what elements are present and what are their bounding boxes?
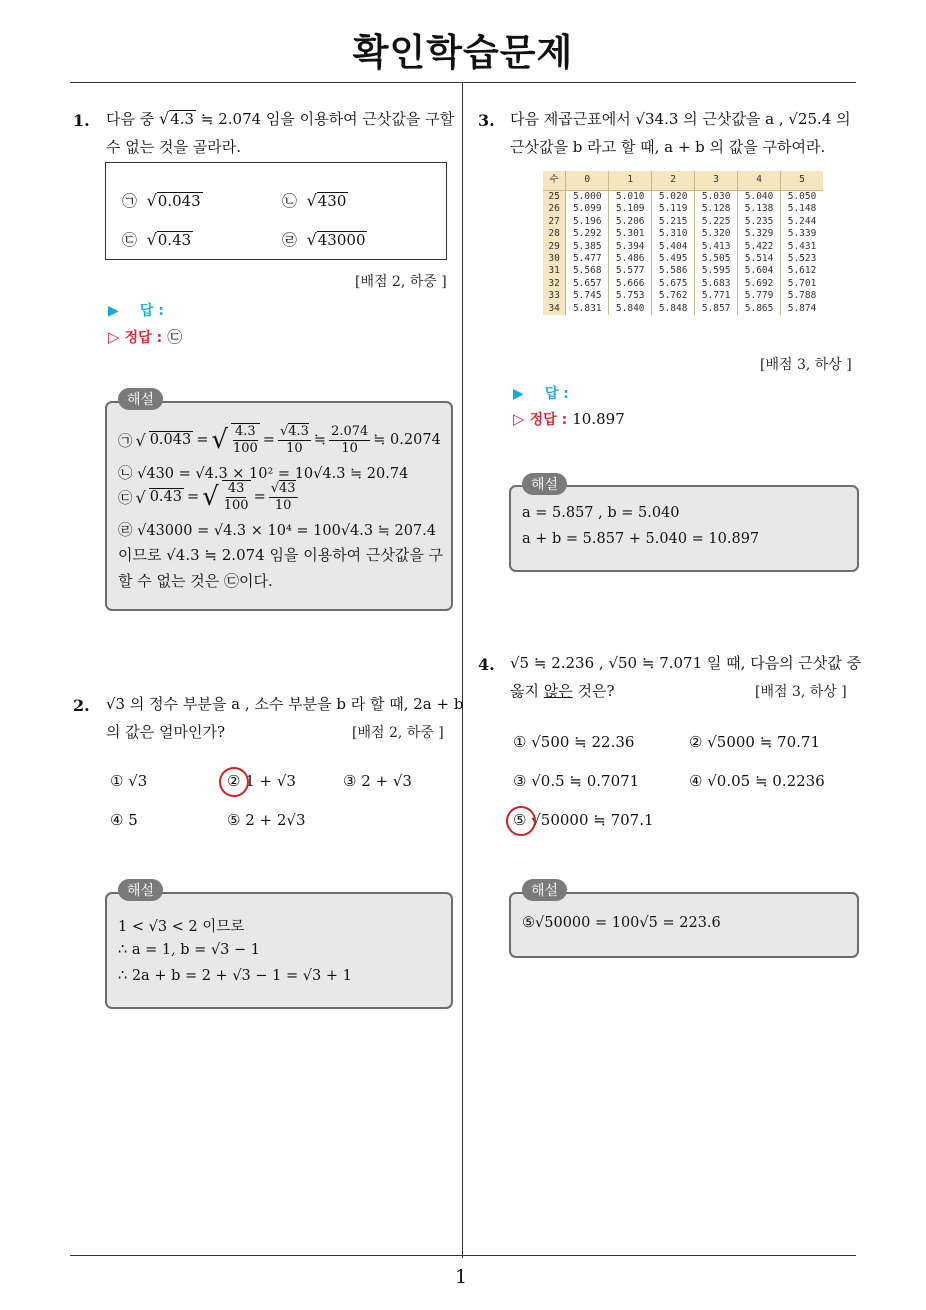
table-cell: 5.577 — [609, 265, 652, 277]
question-number: 3. — [478, 111, 495, 130]
table-cell: 5.030 — [695, 191, 738, 204]
table-cell: 5.874 — [781, 303, 823, 315]
square-root-table — [543, 171, 823, 315]
question-text-line2: 의 값은 얼마인가? — [106, 723, 226, 741]
table-cell: 5.865 — [738, 303, 781, 315]
explanation-box — [509, 485, 859, 572]
answer-row: ▶ 답 : — [513, 386, 569, 402]
choice-4[interactable]: ④ √0.05 ≒ 0.2236 — [689, 772, 825, 790]
explanation-line: ⑤√50000 = 100√5 = 223.6 — [522, 915, 721, 931]
table-cell: 5.040 — [738, 191, 781, 204]
table-cell: 5.604 — [738, 265, 781, 277]
table-cell: 5.586 — [652, 265, 695, 277]
table-header-cell: 3 — [695, 171, 738, 191]
table-cell: 5.831 — [566, 303, 609, 315]
table-header-cell: 4 — [738, 171, 781, 191]
table-cell: 5.413 — [695, 241, 738, 253]
question-number: 2. — [73, 696, 90, 715]
table-cell: 5.495 — [652, 253, 695, 265]
table-cell: 5.329 — [738, 228, 781, 240]
explanation-line: ㉣ √43000 = √4.3 × 10⁴ = 100√4.3 ≒ 207.4 — [118, 523, 436, 539]
table-cell: 5.099 — [566, 203, 609, 215]
table-cell: 5.779 — [738, 290, 781, 302]
choice-1[interactable]: ① √3 — [110, 772, 148, 790]
score-label: [배점 2, 하중 ] — [352, 725, 444, 741]
table-cell: 5.244 — [781, 216, 823, 228]
selected-answer-circle — [506, 806, 536, 836]
table-cell: 5.771 — [695, 290, 738, 302]
table-cell: 5.050 — [781, 191, 823, 204]
table-row — [543, 253, 823, 265]
table-cell: 5.505 — [695, 253, 738, 265]
explanation-line: 1 < √3 < 2 이므로 — [118, 919, 245, 935]
table-cell: 5.762 — [652, 290, 695, 302]
row-header-cell: 34 — [543, 303, 566, 315]
choice-5[interactable]: ⑤ 2 + 2√3 — [227, 811, 306, 829]
question-text-line2: 옳지 않은 것은? — [510, 682, 615, 700]
table-header-cell: 1 — [609, 171, 652, 191]
table-cell: 5.523 — [781, 253, 823, 265]
correct-answer-row: ▷ 정답 : 10.897 — [513, 410, 625, 428]
explanation-line: ㉡ √430 = √4.3 × 10² = 10√4.3 ≒ 20.74 — [118, 466, 409, 482]
question-text: 다음 제곱근표에서 √34.3 의 근삿값을 a , √25.4 의 — [510, 110, 851, 128]
table-cell: 5.692 — [738, 278, 781, 290]
explanation-tag: 해설 — [522, 879, 567, 901]
explanation-line: a = 5.857 , b = 5.040 — [522, 505, 680, 521]
table-cell: 5.310 — [652, 228, 695, 240]
hollow-arrow-icon: ▷ — [108, 328, 120, 346]
row-header-cell: 33 — [543, 290, 566, 302]
table-cell: 5.753 — [609, 290, 652, 302]
table-cell: 5.568 — [566, 265, 609, 277]
question-text-line2: 근삿값을 b 라고 할 때, a + b 의 값을 구하여라. — [510, 138, 826, 156]
table-header-cell: 2 — [652, 171, 695, 191]
page-number: 1 — [455, 1266, 468, 1288]
explanation-line: a + b = 5.857 + 5.040 = 10.897 — [522, 531, 760, 547]
choice-2[interactable]: ㉡ √430 — [282, 191, 347, 210]
choice-3[interactable]: ③ 2 + √3 — [343, 772, 412, 790]
table-row — [543, 216, 823, 228]
table-cell: 5.514 — [738, 253, 781, 265]
table-cell: 5.000 — [566, 191, 609, 204]
choice-2[interactable]: ② √5000 ≒ 70.71 — [689, 733, 820, 751]
explanation-line: ∴ 2a + b = 2 + √3 − 1 = √3 + 1 — [118, 968, 352, 984]
choice-4[interactable]: ㉣ √43000 — [282, 230, 366, 249]
choice-2[interactable]: ② 1 + √3 — [227, 772, 296, 790]
hollow-arrow-icon: ▷ — [513, 410, 525, 428]
sqrt-table — [543, 171, 823, 315]
table-cell: 5.128 — [695, 203, 738, 215]
score-label: [배점 3, 하상 ] — [755, 684, 847, 700]
explanation-line: 할 수 없는 것은 ㉢이다. — [118, 572, 273, 590]
table-cell: 5.196 — [566, 216, 609, 228]
table-cell: 5.119 — [652, 203, 695, 215]
table-cell: 5.701 — [781, 278, 823, 290]
correct-answer-row: ▷ 정답 : ㉢ — [108, 328, 183, 346]
table-cell: 5.848 — [652, 303, 695, 315]
table-row — [543, 203, 823, 215]
table-cell: 5.235 — [738, 216, 781, 228]
score-label: [배점 3, 하상 ] — [760, 357, 852, 373]
table-cell: 5.225 — [695, 216, 738, 228]
bottom-divider — [70, 1255, 856, 1256]
table-cell: 5.683 — [695, 278, 738, 290]
question-number: 1. — [73, 111, 90, 130]
table-cell: 5.857 — [695, 303, 738, 315]
choice-1[interactable]: ① √500 ≒ 22.36 — [513, 733, 635, 751]
table-cell: 5.109 — [609, 203, 652, 215]
question-number: 4. — [478, 655, 495, 674]
question-text: √3 의 정수 부분을 a , 소수 부분을 b 라 할 때, 2a + b — [106, 695, 464, 713]
table-row — [543, 228, 823, 240]
row-header-cell: 31 — [543, 265, 566, 277]
table-cell: 5.339 — [781, 228, 823, 240]
table-cell: 5.422 — [738, 241, 781, 253]
answer-row: ▶ 답 : — [108, 303, 164, 319]
table-cell: 5.010 — [609, 191, 652, 204]
table-cell: 5.840 — [609, 303, 652, 315]
table-cell: 5.206 — [609, 216, 652, 228]
row-header-cell: 28 — [543, 228, 566, 240]
score-label: [배점 2, 하중 ] — [355, 274, 447, 290]
table-cell: 5.745 — [566, 290, 609, 302]
table-cell: 5.675 — [652, 278, 695, 290]
table-row — [543, 241, 823, 253]
choice-3[interactable]: ③ √0.5 ≒ 0.7071 — [513, 772, 640, 790]
table-header-cell: 5 — [781, 171, 823, 191]
table-row — [543, 265, 823, 277]
table-cell: 5.148 — [781, 203, 823, 215]
explanation-tag: 해설 — [118, 879, 163, 901]
table-cell: 5.320 — [695, 228, 738, 240]
table-cell: 5.215 — [652, 216, 695, 228]
choice-3[interactable]: ㉢ √0.43 — [122, 230, 192, 249]
row-header-cell: 32 — [543, 278, 566, 290]
table-cell: 5.385 — [566, 241, 609, 253]
table-cell: 5.477 — [566, 253, 609, 265]
table-cell: 5.020 — [652, 191, 695, 204]
table-row — [543, 191, 823, 204]
table-cell: 5.292 — [566, 228, 609, 240]
table-cell: 5.486 — [609, 253, 652, 265]
table-cell: 5.394 — [609, 241, 652, 253]
choice-1[interactable]: ㉠ √0.043 — [122, 191, 201, 210]
row-header-cell: 29 — [543, 241, 566, 253]
table-cell: 5.138 — [738, 203, 781, 215]
table-cell: 5.657 — [566, 278, 609, 290]
table-row — [543, 290, 823, 302]
table-cell: 5.612 — [781, 265, 823, 277]
question-text: √5 ≒ 2.236 , √50 ≒ 7.071 일 때, 다음의 근삿값 중 — [510, 654, 862, 672]
row-header-cell: 25 — [543, 191, 566, 204]
question-text: 다음 중 √4.3 ≒ 2.074 임을 이용하여 근삿값을 구할 — [106, 109, 455, 128]
play-arrow-icon: ▶ — [108, 303, 119, 319]
explanation-line: ㉢ √ 0.43 = √ $\frac{43}{100}$ = $\frac{√43}{10}$ — [118, 480, 296, 513]
top-divider — [70, 82, 856, 83]
row-header-cell: 26 — [543, 203, 566, 215]
explanation-line: ∴ a = 1, b = √3 − 1 — [118, 942, 260, 958]
row-header-cell: 30 — [543, 253, 566, 265]
table-cell: 5.788 — [781, 290, 823, 302]
explanation-line: ㉠ √ 0.043 = √ $\frac{4.3}{100}$ = $\frac{√4.3}{10}$ ≒ $\frac{2.074}{10}$ ≒ 0.2074 — [118, 423, 441, 456]
table-row — [543, 303, 823, 315]
explanation-tag: 해설 — [522, 473, 567, 495]
explanation-line: 이므로 √4.3 ≒ 2.074 임을 이용하여 근삿값을 구 — [118, 546, 444, 564]
selected-answer-circle — [219, 767, 249, 797]
table-row — [543, 278, 823, 290]
explanation-tag: 해설 — [118, 388, 163, 410]
table-cell: 5.404 — [652, 241, 695, 253]
row-header-cell: 27 — [543, 216, 566, 228]
choice-4[interactable]: ④ 5 — [110, 811, 138, 829]
table-header-cell: 0 — [566, 171, 609, 191]
play-arrow-icon: ▶ — [513, 386, 524, 402]
table-cell: 5.301 — [609, 228, 652, 240]
table-cell: 5.666 — [609, 278, 652, 290]
page-title: 확인학습문제 — [352, 31, 574, 74]
column-divider — [462, 82, 463, 1258]
table-header-cell: 수 — [543, 171, 566, 191]
question-text-line2: 수 없는 것을 골라라. — [106, 138, 241, 156]
table-cell: 5.431 — [781, 241, 823, 253]
choice-5[interactable]: ⑤ √50000 ≒ 707.1 — [513, 811, 654, 829]
table-cell: 5.595 — [695, 265, 738, 277]
